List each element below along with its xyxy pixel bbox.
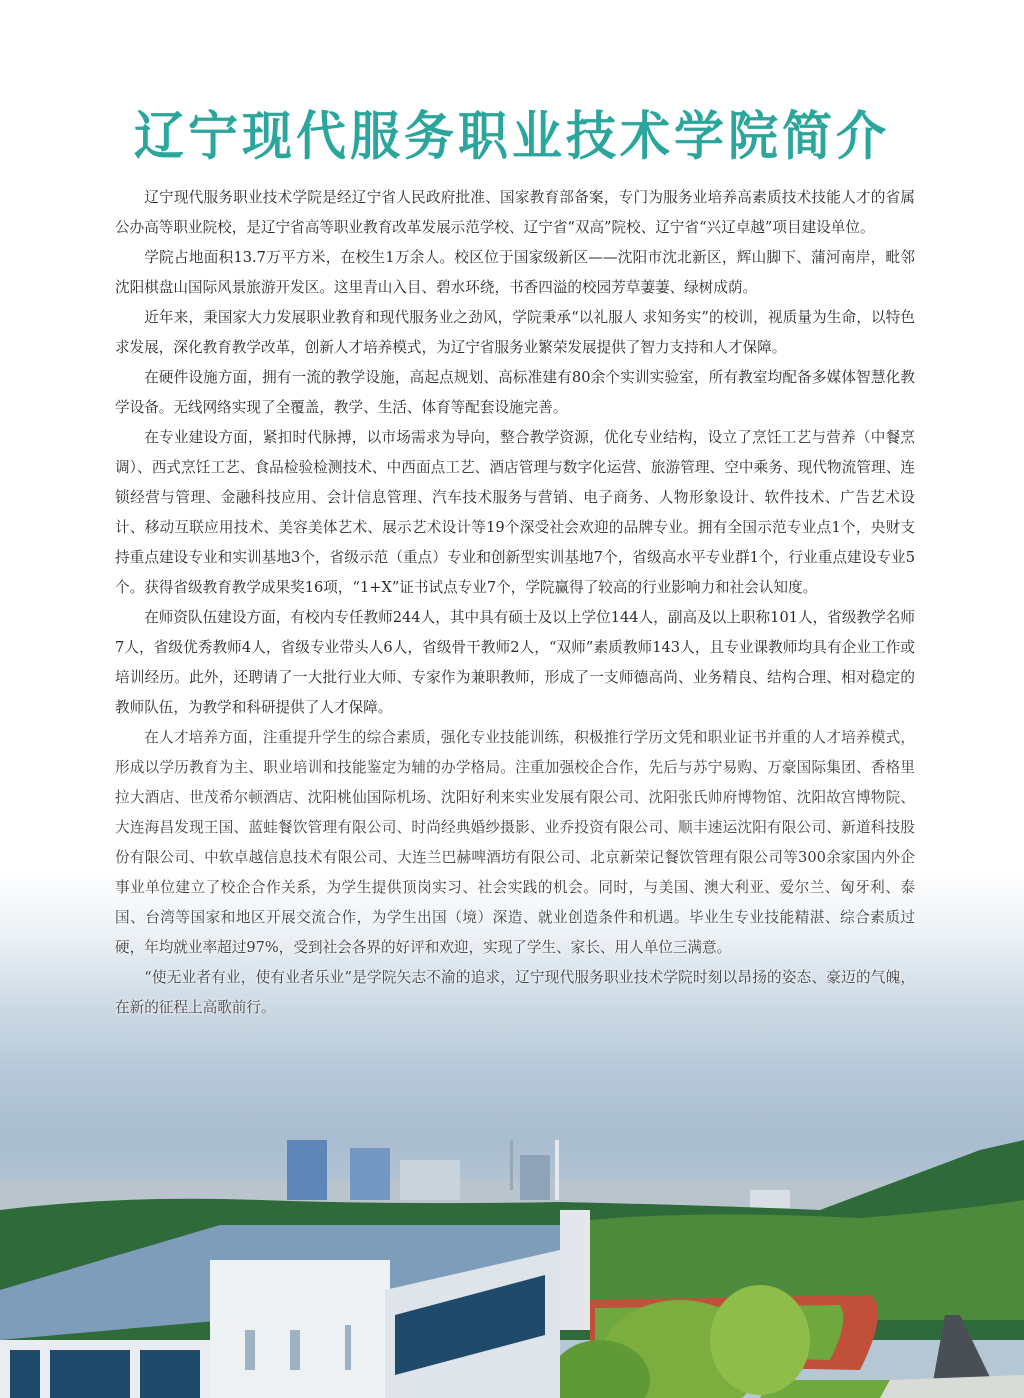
campus-photo-illustration	[0, 1140, 1024, 1398]
paragraph-campus: 学院占地面积13.7万平方米，在校生1万余人。校区位于国家级新区——沈阳市沈北新区，辉山脚下、蒲河南岸，毗邻沈阳棋盘山国际风景旅游开发区。这里青山入目、碧水环绕，书香四溢的校园芳草萋萋、绿树成荫。	[115, 249, 915, 296]
page-title: 辽宁现代服务职业技术学院简介	[134, 105, 890, 167]
paragraph-majors: 在专业建设方面，紧扣时代脉搏，以市场需求为导向，整合教学资源，优化专业结构，设立了烹饪工艺与营养（中餐烹调）、西式烹饪工艺、食品检验检测技术、中西面点工艺、酒店管理与数字化运营、旅游管理、空中乘务、现代物流管理、连锁经营与管理、金融科技应用、会计信息管理、汽车技术服务与营销、电子商务、人物形象设计、软件技术、广告艺术设计、移动互联应用技术、美容美体艺术、展示艺术设计等19个深受社会欢迎的品牌专业。拥有全国示范专业点1个，央财支持重点建设专业和实训基地3个，省级示范（重点）专业和创新型实训基地7个，省级高水平专业群1个，行业重点建设专业5个。获得省级教育教学成果奖16项，“1+X”证书试点专业7个，学院赢得了较高的行业影响力和社会认知度。	[115, 429, 915, 596]
paragraph-faculty: 在师资队伍建设方面，有校内专任教师244人，其中具有硕士及以上学位144人，副高及以上职称101人，省级教学名师7人，省级优秀教师4人，省级专业带头人6人，省级骨干教师2人，“双师”素质教师143人，且专业课教师均具有企业工作或培训经历。此外，还聘请了一大批行业大师、专家作为兼职教师，形成了一支师德高尚、业务精良、结构合理、相对稳定的教师队伍，为教学和科研提供了人才保障。	[115, 609, 915, 716]
paragraph-overview: 辽宁现代服务职业技术学院是经辽宁省人民政府批准、国家教育部备案，专门为服务业培养高素质技术技能人才的省属公办高等职业院校，是辽宁省高等职业教育改革发展示范学校、辽宁省“双高”院校、辽宁省“兴辽卓越”项目建设单位。	[115, 189, 915, 236]
paragraph-talent-cultivation: 在人才培养方面，注重提升学生的综合素质，强化专业技能训练，积极推行学历文凭和职业证书并重的人才培养模式，形成以学历教育为主、职业培训和技能鉴定为辅的办学格局。注重加强校企合作，先后与苏宁易购、万豪国际集团、香格里拉大酒店、世茂希尔顿酒店、沈阳桃仙国际机场、沈阳好利来实业发展有限公司、沈阳张氏帅府博物馆、沈阳故宫博物院、大连海昌发现王国、蓝蛙餐饮管理有限公司、时尚经典婚纱摄影、业乔投资有限公司、顺丰速运沈阳有限公司、新道科技股份有限公司、中软卓越信息技术有限公司、大连兰巴赫啤酒坊有限公司、北京新荣记餐饮管理有限公司等300余家国内外企事业单位建立了校企合作关系，为学生提供顶岗实习、社会实践的机会。同时，与美国、澳大利亚、爱尔兰、匈牙利、泰国、台湾等国家和地区开展交流合作，为学生出国（境）深造、就业创造条件和机遇。毕业生专业技能精湛、综合素质过硬，年均就业率超过97%，受到社会各界的好评和欢迎，实现了学生、家长、用人单位三满意。	[115, 729, 915, 956]
campus-photo	[0, 1140, 1024, 1398]
paragraph-mission: 近年来，秉国家大力发展职业教育和现代服务业之劲风，学院秉承“以礼服人 求知务实”的校训，视质量为生命，以特色求发展，深化教育教学改革，创新人才培养模式，为辽宁省服务业繁荣发展提供了智力支持和人才保障。	[115, 309, 915, 356]
article-body	[115, 183, 915, 1023]
paragraph-facilities: 在硬件设施方面，拥有一流的教学设施，高起点规划、高标准建有80余个实训实验室，所有教室均配备多媒体智慧化教学设备。无线网络实现了全覆盖，教学、生活、体育等配套设施完善。	[115, 369, 915, 416]
paragraph-closing: “使无业者有业，使有业者乐业”是学院矢志不渝的追求，辽宁现代服务职业技术学院时刻以昂扬的姿态、豪迈的气魄，在新的征程上高歌前行。	[115, 969, 915, 1016]
